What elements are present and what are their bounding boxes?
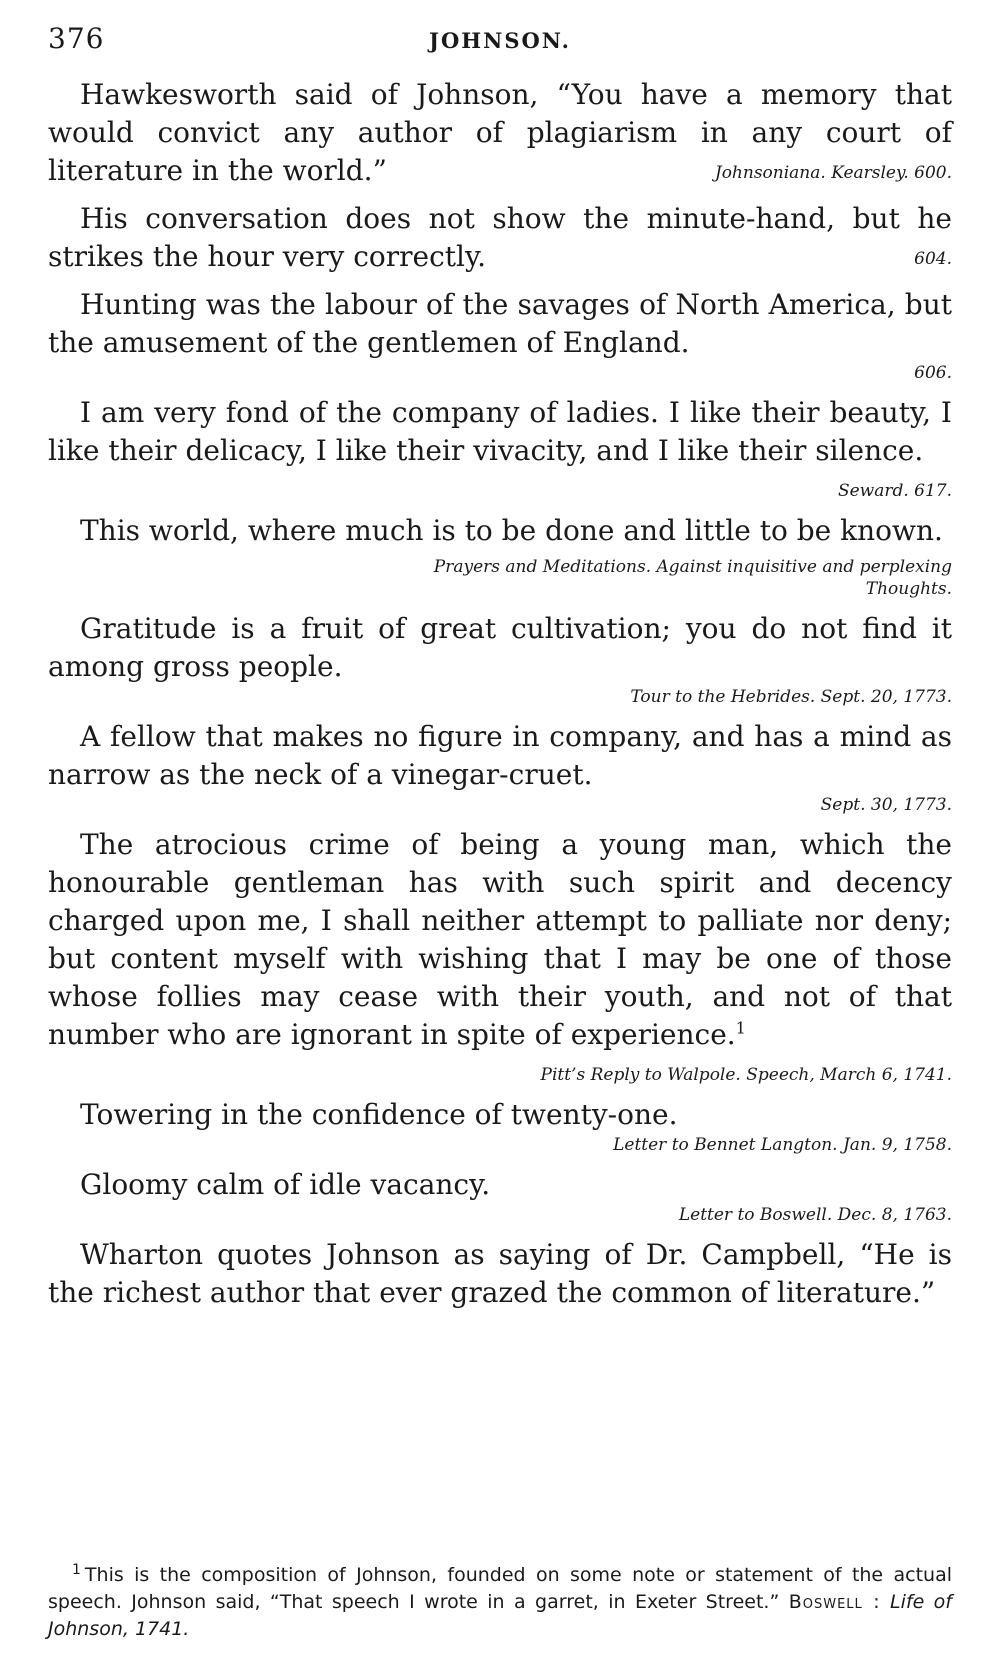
citation: Letter to Boswell. Dec. 8, 1763. (678, 1205, 952, 1225)
citation: 606. (914, 363, 952, 383)
citation: Letter to Bennet Langton. Jan. 9, 1758. (613, 1135, 952, 1155)
citation: Johnsoniana. Kearsley. 600. (714, 163, 952, 183)
quotation-text: Towering in the confidence of twenty-one. (80, 1098, 678, 1131)
footnote-text: This is the composition of Johnson, founded on some note or statement of the actual speech. Johnson said, “That speech I wrote in a garret, in Exeter Street.” (48, 1564, 952, 1613)
quotation-text: Wharton quotes Johnson as saying of Dr. Campbell, “He is the richest author that ever grazed the common of literature.” (48, 1238, 952, 1309)
footnote-work: Life of Johnson, 1741. (48, 1591, 952, 1640)
footnote-author: Boswell : (788, 1591, 881, 1613)
quotation-entry (48, 286, 952, 384)
footnote-number: 1 (72, 1561, 81, 1578)
quotations (48, 76, 952, 1312)
quotation-text: This world, where much is to be done and little to be known. Prayers and Meditations. Against inquisitive and perplexing Thoughts. (80, 514, 952, 599)
quotation-text: Gloomy calm of idle vacancy. (80, 1168, 491, 1201)
quotation-entry (48, 826, 952, 1086)
footnote-marker[interactable]: 1 (735, 1018, 746, 1038)
citation: 604. (914, 249, 952, 269)
quotation-entry (48, 610, 952, 708)
quotation-entry (48, 394, 952, 502)
citation: Tour to the Hebrides. Sept. 20, 1773. (630, 687, 952, 707)
quotation-text: Gratitude is a fruit of great cultivation; you do not find it among gross people. (48, 612, 952, 683)
quotation-entry (48, 76, 952, 190)
running-head (48, 22, 952, 66)
quotation-entry (48, 512, 952, 600)
quotation-entry (48, 1166, 952, 1226)
citation: Prayers and Meditations. Against inquisitive and perplexing Thoughts. (433, 557, 952, 599)
quotation-entry (48, 200, 952, 276)
quotation-text: A fellow that makes no figure in company, and has a mind as narrow as the neck of a vinegar-cruet. (48, 720, 952, 791)
quotation-text: The atrocious crime of being a young man, which the honourable gentleman has with such spirit and decency charged upon me, I shall neither attempt to palliate nor deny; but content myself with wishing that I may be one of those whose follies may cease with their youth, and not of that number who are ignorant in spite of experience.$^1$ Pitt’s Reply to Walpole. Speech, March 6, 1741. (48, 828, 952, 1085)
quotation-entry (48, 1236, 952, 1312)
page-number: 376 (48, 22, 105, 55)
quotation-text: Hawkesworth said of Johnson, “You have a memory that would convict any author of plagiarism in any court of literature in the world.” Johnsoniana. Kearsley. 600. (48, 78, 952, 187)
quotation-text: His conversation does not show the minute-hand, but he strikes the hour very correctly. 604. (48, 202, 952, 273)
citation: Sept. 30, 1773. (820, 795, 952, 815)
footnote (48, 1562, 952, 1643)
quotation-entry (48, 1096, 952, 1156)
citation: Seward. 617. (837, 481, 952, 501)
quotation-entry (48, 718, 952, 816)
header-title: JOHNSON. (429, 28, 571, 53)
quotation-text: I am very fond of the company of ladies. I like their beauty, I like their delicacy, I like their vivacity, and I like their silence. Seward. 617. (48, 396, 952, 501)
quotation-text: Hunting was the labour of the savages of North America, but the amusement of the gentlemen of England. (48, 288, 952, 359)
citation: Pitt’s Reply to Walpole. Speech, March 6, 1741. (540, 1065, 952, 1085)
